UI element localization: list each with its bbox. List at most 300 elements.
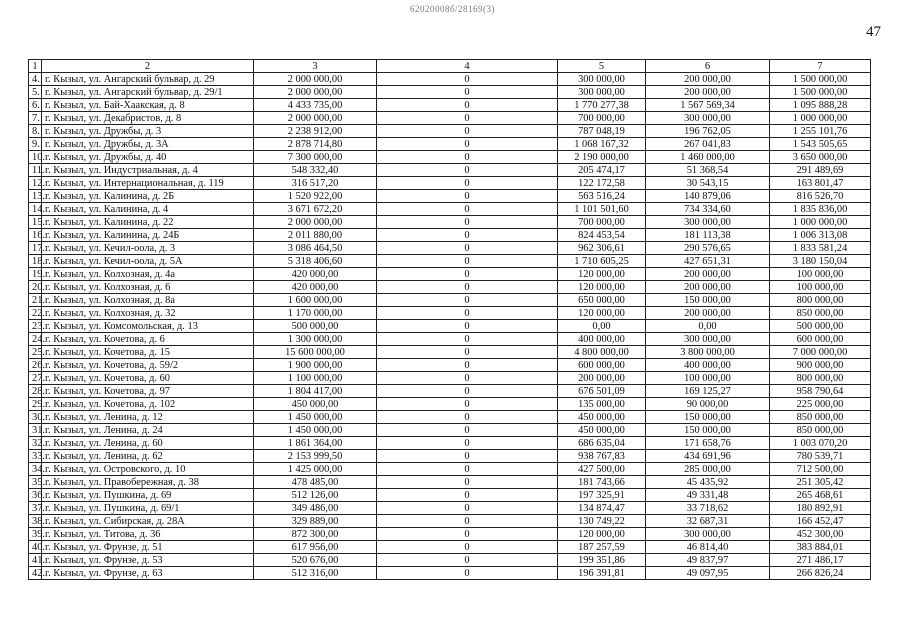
col3-value: 1 861 364,00 — [254, 437, 377, 450]
col5-value: 1 101 501,60 — [558, 203, 646, 216]
table-row — [29, 463, 871, 476]
table-row — [29, 216, 871, 229]
col7-value: 166 452,47 — [770, 515, 871, 528]
table-row — [29, 177, 871, 190]
col7-value: 780 539,71 — [770, 450, 871, 463]
col7-value: 291 489,69 — [770, 164, 871, 177]
col3-value: 420 000,00 — [254, 281, 377, 294]
col5-value: 1 710 605,25 — [558, 255, 646, 268]
col3-value: 349 486,00 — [254, 502, 377, 515]
col3-value: 2 011 880,00 — [254, 229, 377, 242]
col4-value: 0 — [377, 164, 558, 177]
column-header: 1 — [29, 60, 42, 73]
table-body — [29, 73, 871, 580]
col3-value: 329 889,00 — [254, 515, 377, 528]
col4-value: 0 — [377, 333, 558, 346]
col6-value: 49 837,97 — [646, 554, 770, 567]
address-cell: г. Кызыл, ул. Ангарский бульвар, д. 29 — [42, 73, 254, 86]
address-cell: г. Кызыл, ул. Кочетова, д. 102 — [42, 398, 254, 411]
col3-value: 1 425 000,00 — [254, 463, 377, 476]
row-number: 34. — [29, 463, 42, 476]
row-number: 5. — [29, 86, 42, 99]
col6-value: 150 000,00 — [646, 411, 770, 424]
table-row — [29, 255, 871, 268]
row-number: 21. — [29, 294, 42, 307]
col6-value: 196 762,05 — [646, 125, 770, 138]
col7-value: 712 500,00 — [770, 463, 871, 476]
col6-value: 200 000,00 — [646, 73, 770, 86]
col7-value: 7 000 000,00 — [770, 346, 871, 359]
column-header: 3 — [254, 60, 377, 73]
col3-value: 7 300 000,00 — [254, 151, 377, 164]
col6-value: 49 331,48 — [646, 489, 770, 502]
address-cell: г. Кызыл, ул. Кочетова, д. 6 — [42, 333, 254, 346]
col7-value: 271 486,17 — [770, 554, 871, 567]
col4-value: 0 — [377, 99, 558, 112]
col6-value: 290 576,65 — [646, 242, 770, 255]
table-row — [29, 151, 871, 164]
col7-value: 800 000,00 — [770, 372, 871, 385]
col4-value: 0 — [377, 190, 558, 203]
col6-value: 734 334,60 — [646, 203, 770, 216]
col6-value: 200 000,00 — [646, 86, 770, 99]
col4-value: 0 — [377, 463, 558, 476]
address-cell: г. Кызыл, ул. Дружбы, д. 40 — [42, 151, 254, 164]
address-cell: г. Кызыл, ул. Кочетова, д. 59/2 — [42, 359, 254, 372]
col3-value: 2 000 000,00 — [254, 73, 377, 86]
address-cell: г. Кызыл, ул. Фрунзе, д. 51 — [42, 541, 254, 554]
col5-value: 196 391,81 — [558, 567, 646, 580]
col6-value: 400 000,00 — [646, 359, 770, 372]
table-row — [29, 229, 871, 242]
address-cell: г. Кызыл, ул. Титова, д. 36 — [42, 528, 254, 541]
row-number: 38. — [29, 515, 42, 528]
col3-value: 500 000,00 — [254, 320, 377, 333]
col7-value: 225 000,00 — [770, 398, 871, 411]
col4-value: 0 — [377, 177, 558, 190]
col6-value: 33 718,62 — [646, 502, 770, 515]
col4-value: 0 — [377, 541, 558, 554]
col5-value: 450 000,00 — [558, 411, 646, 424]
data-table-container — [28, 59, 870, 580]
col3-value: 617 956,00 — [254, 541, 377, 554]
row-number: 25. — [29, 346, 42, 359]
col4-value: 0 — [377, 294, 558, 307]
col3-value: 5 318 406,60 — [254, 255, 377, 268]
col4-value: 0 — [377, 346, 558, 359]
row-number: 4. — [29, 73, 42, 86]
address-cell: г. Кызыл, ул. Колхозная, д. 8а — [42, 294, 254, 307]
col6-value: 49 097,95 — [646, 567, 770, 580]
table-row — [29, 554, 871, 567]
table-row — [29, 73, 871, 86]
table-header-row — [29, 60, 871, 73]
table-row — [29, 385, 871, 398]
col7-value: 266 826,24 — [770, 567, 871, 580]
col3-value: 1 450 000,00 — [254, 424, 377, 437]
column-header: 7 — [770, 60, 871, 73]
col3-value: 520 676,00 — [254, 554, 377, 567]
row-number: 10. — [29, 151, 42, 164]
col3-value: 2 000 000,00 — [254, 216, 377, 229]
col3-value: 872 300,00 — [254, 528, 377, 541]
address-cell: г. Кызыл, ул. Индустриальная, д. 4 — [42, 164, 254, 177]
page-number: 47 — [866, 24, 881, 40]
document-header-code: 62020008б/28169(3) — [409, 4, 496, 14]
col4-value: 0 — [377, 411, 558, 424]
address-cell: г. Кызыл, ул. Пушкина, д. 69 — [42, 489, 254, 502]
address-cell: г. Кызыл, ул. Колхозная, д. 32 — [42, 307, 254, 320]
col6-value: 300 000,00 — [646, 528, 770, 541]
table-row — [29, 86, 871, 99]
col6-value: 300 000,00 — [646, 216, 770, 229]
address-cell: г. Кызыл, ул. Пушкина, д. 69/1 — [42, 502, 254, 515]
table-row — [29, 203, 871, 216]
table-row — [29, 320, 871, 333]
row-number: 16. — [29, 229, 42, 242]
col7-value: 816 526,70 — [770, 190, 871, 203]
address-cell: г. Кызыл, ул. Дружбы, д. 3А — [42, 138, 254, 151]
row-number: 27. — [29, 372, 42, 385]
address-cell: г. Кызыл, ул. Калинина, д. 2Б — [42, 190, 254, 203]
col6-value: 181 113,38 — [646, 229, 770, 242]
col4-value: 0 — [377, 359, 558, 372]
column-header: 4 — [377, 60, 558, 73]
row-number: 9. — [29, 138, 42, 151]
table-row — [29, 450, 871, 463]
table-row — [29, 528, 871, 541]
table-row — [29, 567, 871, 580]
col3-value: 2 000 000,00 — [254, 86, 377, 99]
col6-value: 3 800 000,00 — [646, 346, 770, 359]
col7-value: 1 095 888,28 — [770, 99, 871, 112]
col6-value: 285 000,00 — [646, 463, 770, 476]
col6-value: 32 687,31 — [646, 515, 770, 528]
col4-value: 0 — [377, 437, 558, 450]
col7-value: 265 468,61 — [770, 489, 871, 502]
col3-value: 1 804 417,00 — [254, 385, 377, 398]
col4-value: 0 — [377, 125, 558, 138]
col4-value: 0 — [377, 320, 558, 333]
col4-value: 0 — [377, 86, 558, 99]
col5-value: 134 874,47 — [558, 502, 646, 515]
address-cell: г. Кызыл, ул. Калинина, д. 24Б — [42, 229, 254, 242]
col3-value: 1 900 000,00 — [254, 359, 377, 372]
col6-value: 0,00 — [646, 320, 770, 333]
col3-value: 3 086 464,50 — [254, 242, 377, 255]
table-row — [29, 476, 871, 489]
col3-value: 1 300 000,00 — [254, 333, 377, 346]
col5-value: 181 743,66 — [558, 476, 646, 489]
col5-value: 300 000,00 — [558, 86, 646, 99]
row-number: 42. — [29, 567, 42, 580]
col5-value: 120 000,00 — [558, 268, 646, 281]
row-number: 28. — [29, 385, 42, 398]
col4-value: 0 — [377, 242, 558, 255]
col6-value: 427 651,31 — [646, 255, 770, 268]
address-cell: г. Кызыл, ул. Островского, д. 10 — [42, 463, 254, 476]
col3-value: 316 517,20 — [254, 177, 377, 190]
col3-value: 478 485,00 — [254, 476, 377, 489]
col7-value: 1 006 313,08 — [770, 229, 871, 242]
table-row — [29, 502, 871, 515]
row-number: 8. — [29, 125, 42, 138]
col4-value: 0 — [377, 528, 558, 541]
col7-value: 163 801,47 — [770, 177, 871, 190]
col7-value: 850 000,00 — [770, 307, 871, 320]
col5-value: 600 000,00 — [558, 359, 646, 372]
col4-value: 0 — [377, 151, 558, 164]
col6-value: 200 000,00 — [646, 307, 770, 320]
col5-value: 0,00 — [558, 320, 646, 333]
table-row — [29, 515, 871, 528]
col5-value: 650 000,00 — [558, 294, 646, 307]
col4-value: 0 — [377, 476, 558, 489]
row-number: 36. — [29, 489, 42, 502]
address-cell: г. Кызыл, ул. Фрунзе, д. 53 — [42, 554, 254, 567]
col7-value: 600 000,00 — [770, 333, 871, 346]
col5-value: 450 000,00 — [558, 424, 646, 437]
address-cell: г. Кызыл, ул. Кочетова, д. 97 — [42, 385, 254, 398]
row-number: 6. — [29, 99, 42, 112]
col5-value: 120 000,00 — [558, 307, 646, 320]
col6-value: 150 000,00 — [646, 294, 770, 307]
col4-value: 0 — [377, 229, 558, 242]
row-number: 31. — [29, 424, 42, 437]
col4-value: 0 — [377, 73, 558, 86]
row-number: 19. — [29, 268, 42, 281]
address-cell: г. Кызыл, ул. Калинина, д. 22 — [42, 216, 254, 229]
address-cell: г. Кызыл, ул. Калинина, д. 4 — [42, 203, 254, 216]
col5-value: 676 501,09 — [558, 385, 646, 398]
col6-value: 140 879,06 — [646, 190, 770, 203]
col4-value: 0 — [377, 255, 558, 268]
col5-value: 962 306,61 — [558, 242, 646, 255]
col4-value: 0 — [377, 281, 558, 294]
address-cell: г. Кызыл, ул. Дружбы, д. 3 — [42, 125, 254, 138]
col6-value: 171 658,76 — [646, 437, 770, 450]
col7-value: 3 650 000,00 — [770, 151, 871, 164]
row-number: 30. — [29, 411, 42, 424]
address-cell: г. Кызыл, ул. Колхозная, д. 6 — [42, 281, 254, 294]
col7-value: 800 000,00 — [770, 294, 871, 307]
col5-value: 130 749,22 — [558, 515, 646, 528]
col7-value: 1 543 505,65 — [770, 138, 871, 151]
col5-value: 200 000,00 — [558, 372, 646, 385]
col3-value: 1 100 000,00 — [254, 372, 377, 385]
row-number: 29. — [29, 398, 42, 411]
table-row — [29, 294, 871, 307]
col6-value: 150 000,00 — [646, 424, 770, 437]
col7-value: 383 884,01 — [770, 541, 871, 554]
address-cell: г. Кызыл, ул. Ленина, д. 62 — [42, 450, 254, 463]
table-row — [29, 242, 871, 255]
col5-value: 1 770 277,38 — [558, 99, 646, 112]
address-cell: г. Кызыл, ул. Интернациональная, д. 119 — [42, 177, 254, 190]
column-header: 2 — [42, 60, 254, 73]
address-cell: г. Кызыл, ул. Ленина, д. 12 — [42, 411, 254, 424]
col6-value: 169 125,27 — [646, 385, 770, 398]
col6-value: 30 543,15 — [646, 177, 770, 190]
col6-value: 300 000,00 — [646, 333, 770, 346]
col4-value: 0 — [377, 307, 558, 320]
col7-value: 100 000,00 — [770, 268, 871, 281]
data-table — [28, 59, 871, 580]
col7-value: 1 255 101,76 — [770, 125, 871, 138]
row-number: 12. — [29, 177, 42, 190]
col7-value: 850 000,00 — [770, 411, 871, 424]
col3-value: 512 316,00 — [254, 567, 377, 580]
address-cell: г. Кызыл, ул. Бай-Хаакская, д. 8 — [42, 99, 254, 112]
col5-value: 187 257,59 — [558, 541, 646, 554]
address-cell: г. Кызыл, ул. Декабристов, д. 8 — [42, 112, 254, 125]
col7-value: 180 892,91 — [770, 502, 871, 515]
col5-value: 700 000,00 — [558, 112, 646, 125]
address-cell: г. Кызыл, ул. Кечил-оола, д. 5А — [42, 255, 254, 268]
col3-value: 548 332,40 — [254, 164, 377, 177]
table-row — [29, 541, 871, 554]
col3-value: 2 000 000,00 — [254, 112, 377, 125]
col6-value: 45 435,92 — [646, 476, 770, 489]
row-number: 35. — [29, 476, 42, 489]
col4-value: 0 — [377, 554, 558, 567]
row-number: 17. — [29, 242, 42, 255]
col4-value: 0 — [377, 450, 558, 463]
col7-value: 1 500 000,00 — [770, 73, 871, 86]
address-cell: г. Кызыл, ул. Колхозная, д. 4а — [42, 268, 254, 281]
col3-value: 420 000,00 — [254, 268, 377, 281]
address-cell: г. Кызыл, ул. Правобережная, д. 38 — [42, 476, 254, 489]
row-number: 20. — [29, 281, 42, 294]
col3-value: 450 000,00 — [254, 398, 377, 411]
address-cell: г. Кызыл, ул. Кочетова, д. 60 — [42, 372, 254, 385]
col7-value: 1 500 000,00 — [770, 86, 871, 99]
col5-value: 427 500,00 — [558, 463, 646, 476]
row-number: 41. — [29, 554, 42, 567]
col7-value: 958 790,64 — [770, 385, 871, 398]
col7-value: 500 000,00 — [770, 320, 871, 333]
col7-value: 3 180 150,04 — [770, 255, 871, 268]
col5-value: 205 474,17 — [558, 164, 646, 177]
col3-value: 2 153 999,50 — [254, 450, 377, 463]
col7-value: 100 000,00 — [770, 281, 871, 294]
column-header: 6 — [646, 60, 770, 73]
col3-value: 1 170 000,00 — [254, 307, 377, 320]
column-header: 5 — [558, 60, 646, 73]
col4-value: 0 — [377, 489, 558, 502]
col5-value: 1 068 167,32 — [558, 138, 646, 151]
col4-value: 0 — [377, 515, 558, 528]
col7-value: 850 000,00 — [770, 424, 871, 437]
col3-value: 2 238 912,00 — [254, 125, 377, 138]
col4-value: 0 — [377, 502, 558, 515]
address-cell: г. Кызыл, ул. Кечил-оола, д. 3 — [42, 242, 254, 255]
row-number: 26. — [29, 359, 42, 372]
table-row — [29, 190, 871, 203]
address-cell: г. Кызыл, ул. Комсомольская, д. 13 — [42, 320, 254, 333]
row-number: 11. — [29, 164, 42, 177]
col4-value: 0 — [377, 372, 558, 385]
table-row — [29, 333, 871, 346]
col3-value: 2 878 714,80 — [254, 138, 377, 151]
col3-value: 3 671 672,20 — [254, 203, 377, 216]
row-number: 14. — [29, 203, 42, 216]
col3-value: 1 450 000,00 — [254, 411, 377, 424]
col5-value: 197 325,91 — [558, 489, 646, 502]
row-number: 23. — [29, 320, 42, 333]
table-row — [29, 138, 871, 151]
col5-value: 563 516,24 — [558, 190, 646, 203]
col5-value: 122 172,58 — [558, 177, 646, 190]
col5-value: 787 048,19 — [558, 125, 646, 138]
col6-value: 200 000,00 — [646, 268, 770, 281]
table-row — [29, 372, 871, 385]
address-cell: г. Кызыл, ул. Сибирская, д. 28А — [42, 515, 254, 528]
col5-value: 120 000,00 — [558, 281, 646, 294]
col3-value: 4 433 735,00 — [254, 99, 377, 112]
table-row — [29, 359, 871, 372]
col6-value: 46 814,40 — [646, 541, 770, 554]
col4-value: 0 — [377, 216, 558, 229]
col7-value: 1 000 000,00 — [770, 112, 871, 125]
table-row — [29, 125, 871, 138]
address-cell: г. Кызыл, ул. Фрунзе, д. 63 — [42, 567, 254, 580]
col4-value: 0 — [377, 112, 558, 125]
col7-value: 1 003 070,20 — [770, 437, 871, 450]
col5-value: 400 000,00 — [558, 333, 646, 346]
col6-value: 100 000,00 — [646, 372, 770, 385]
col5-value: 2 190 000,00 — [558, 151, 646, 164]
row-number: 7. — [29, 112, 42, 125]
col5-value: 4 800 000,00 — [558, 346, 646, 359]
col4-value: 0 — [377, 138, 558, 151]
col4-value: 0 — [377, 567, 558, 580]
col6-value: 434 691,96 — [646, 450, 770, 463]
col5-value: 199 351,86 — [558, 554, 646, 567]
table-row — [29, 112, 871, 125]
col7-value: 251 305,42 — [770, 476, 871, 489]
col4-value: 0 — [377, 203, 558, 216]
address-cell: г. Кызыл, ул. Кочетова, д. 15 — [42, 346, 254, 359]
col5-value: 300 000,00 — [558, 73, 646, 86]
col6-value: 300 000,00 — [646, 112, 770, 125]
col5-value: 938 767,83 — [558, 450, 646, 463]
table-row — [29, 281, 871, 294]
col7-value: 1 000 000,00 — [770, 216, 871, 229]
row-number: 32. — [29, 437, 42, 450]
col4-value: 0 — [377, 398, 558, 411]
table-row — [29, 268, 871, 281]
table-row — [29, 424, 871, 437]
col5-value: 686 635,04 — [558, 437, 646, 450]
col3-value: 1 600 000,00 — [254, 294, 377, 307]
row-number: 37. — [29, 502, 42, 515]
col6-value: 267 041,83 — [646, 138, 770, 151]
row-number: 33. — [29, 450, 42, 463]
col5-value: 135 000,00 — [558, 398, 646, 411]
row-number: 18. — [29, 255, 42, 268]
row-number: 39. — [29, 528, 42, 541]
col3-value: 15 600 000,00 — [254, 346, 377, 359]
table-row — [29, 489, 871, 502]
col6-value: 51 368,54 — [646, 164, 770, 177]
col6-value: 200 000,00 — [646, 281, 770, 294]
table-row — [29, 307, 871, 320]
col6-value: 1 460 000,00 — [646, 151, 770, 164]
col7-value: 1 833 581,24 — [770, 242, 871, 255]
row-number: 15. — [29, 216, 42, 229]
table-row — [29, 99, 871, 112]
